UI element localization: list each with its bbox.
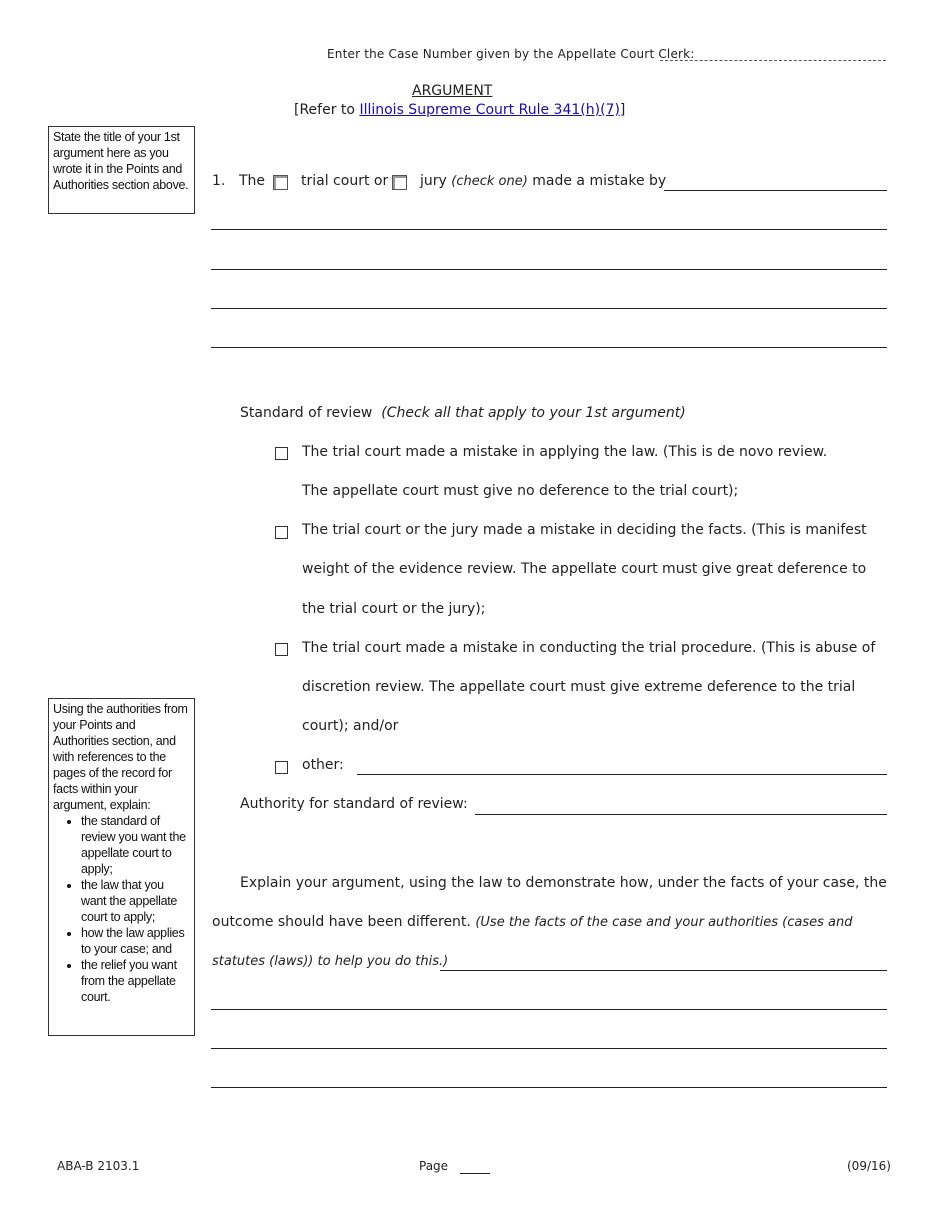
list-item: • the standard of review you want the appellate court to apply; [81,813,190,877]
case-number-label: Enter the Case Number given by the Appellate Court Clerk: [327,47,695,61]
trial-court-label: trial court or [301,173,389,189]
option-text: The appellate court must give no deference to the trial court); [302,483,739,499]
explain-field[interactable] [440,970,887,971]
standard-of-review-heading [240,405,686,421]
option-text: court); and/or [302,718,399,734]
option-text: discretion review. The appellate court must give extreme deference to the trial [302,679,856,695]
list-item: • how the law applies to your case; and [81,925,190,957]
case-number-field[interactable] [660,60,886,61]
item1-tail [420,173,666,189]
standard-instruction: (Check all that apply to your 1st argument) [381,405,686,421]
other-checkbox[interactable] [275,761,288,774]
other-label: other: [302,757,344,773]
jury-checkbox[interactable] [392,175,407,190]
explain-line[interactable] [211,1009,887,1010]
option-text: The trial court made a mistake in conducting the trial procedure. (This is abuse of [302,640,876,656]
argument-line[interactable] [211,269,887,270]
sidebar-hint-title: State the title of your 1st argument here as you wrote it in the Points and Authorities section above. [48,126,195,214]
jury-label: jury [420,173,447,189]
trial-court-checkbox[interactable] [273,175,288,190]
form-id: ABA-B 2103.1 [57,1159,140,1173]
manifest-weight-checkbox[interactable] [275,526,288,539]
rule-link[interactable]: Illinois Supreme Court Rule 341(h)(7) [359,102,620,118]
revision-date: (09/16) [847,1159,891,1173]
explain-line[interactable] [211,1048,887,1049]
sidebar-hint-explain [48,698,195,1036]
explain-line-2 [212,914,852,930]
standard-label: Standard of review [240,405,373,421]
check-one-note: (check one) [451,174,528,189]
page-label: Page [419,1159,449,1173]
explain-italic: (Use the facts of the case and your authorities (cases and [475,915,853,930]
list-item: • the relief you want from the appellate court. [81,957,190,1005]
other-field[interactable] [357,774,887,775]
authority-label: Authority for standard of review: [240,796,468,812]
option-text: The trial court or the jury made a mistake in deciding the facts. (This is manifest [302,522,867,538]
argument-line[interactable] [211,308,887,309]
page-title: ARGUMENT [412,83,493,99]
option-text: the trial court or the jury); [302,601,486,617]
refer-suffix: ] [619,102,626,118]
argument-line[interactable] [211,347,887,348]
page-number-field[interactable] [460,1173,490,1174]
made-mistake-label: made a mistake by [532,173,667,189]
mistake-field[interactable] [664,190,887,191]
option-text: weight of the evidence review. The appellate court must give great deference to [302,561,867,577]
explain-line-1: Explain your argument, using the law to demonstrate how, under the facts of your case, the [240,875,887,891]
rule-reference [294,102,625,118]
de-novo-checkbox[interactable] [275,447,288,460]
item-number: 1. [212,173,226,189]
item-the: The [239,173,266,189]
abuse-of-discretion-checkbox[interactable] [275,643,288,656]
explain-plain: outcome should have been different. [212,914,471,930]
argument-line[interactable] [211,229,887,230]
sidebar-explain-intro: Using the authorities from your Points and Authorities section, and with references to the pages of the record for facts within your argument, explain: [53,702,188,812]
sidebar-explain-list [53,813,190,1005]
option-text: The trial court made a mistake in applying the law. (This is de novo review. [302,444,828,460]
refer-prefix: [Refer to [294,102,360,118]
explain-line[interactable] [211,1087,887,1088]
authority-field[interactable] [475,814,887,815]
explain-line-3: statutes (laws)) to help you do this.) [212,954,449,969]
list-item: • the law that you want the appellate court to apply; [81,877,190,925]
